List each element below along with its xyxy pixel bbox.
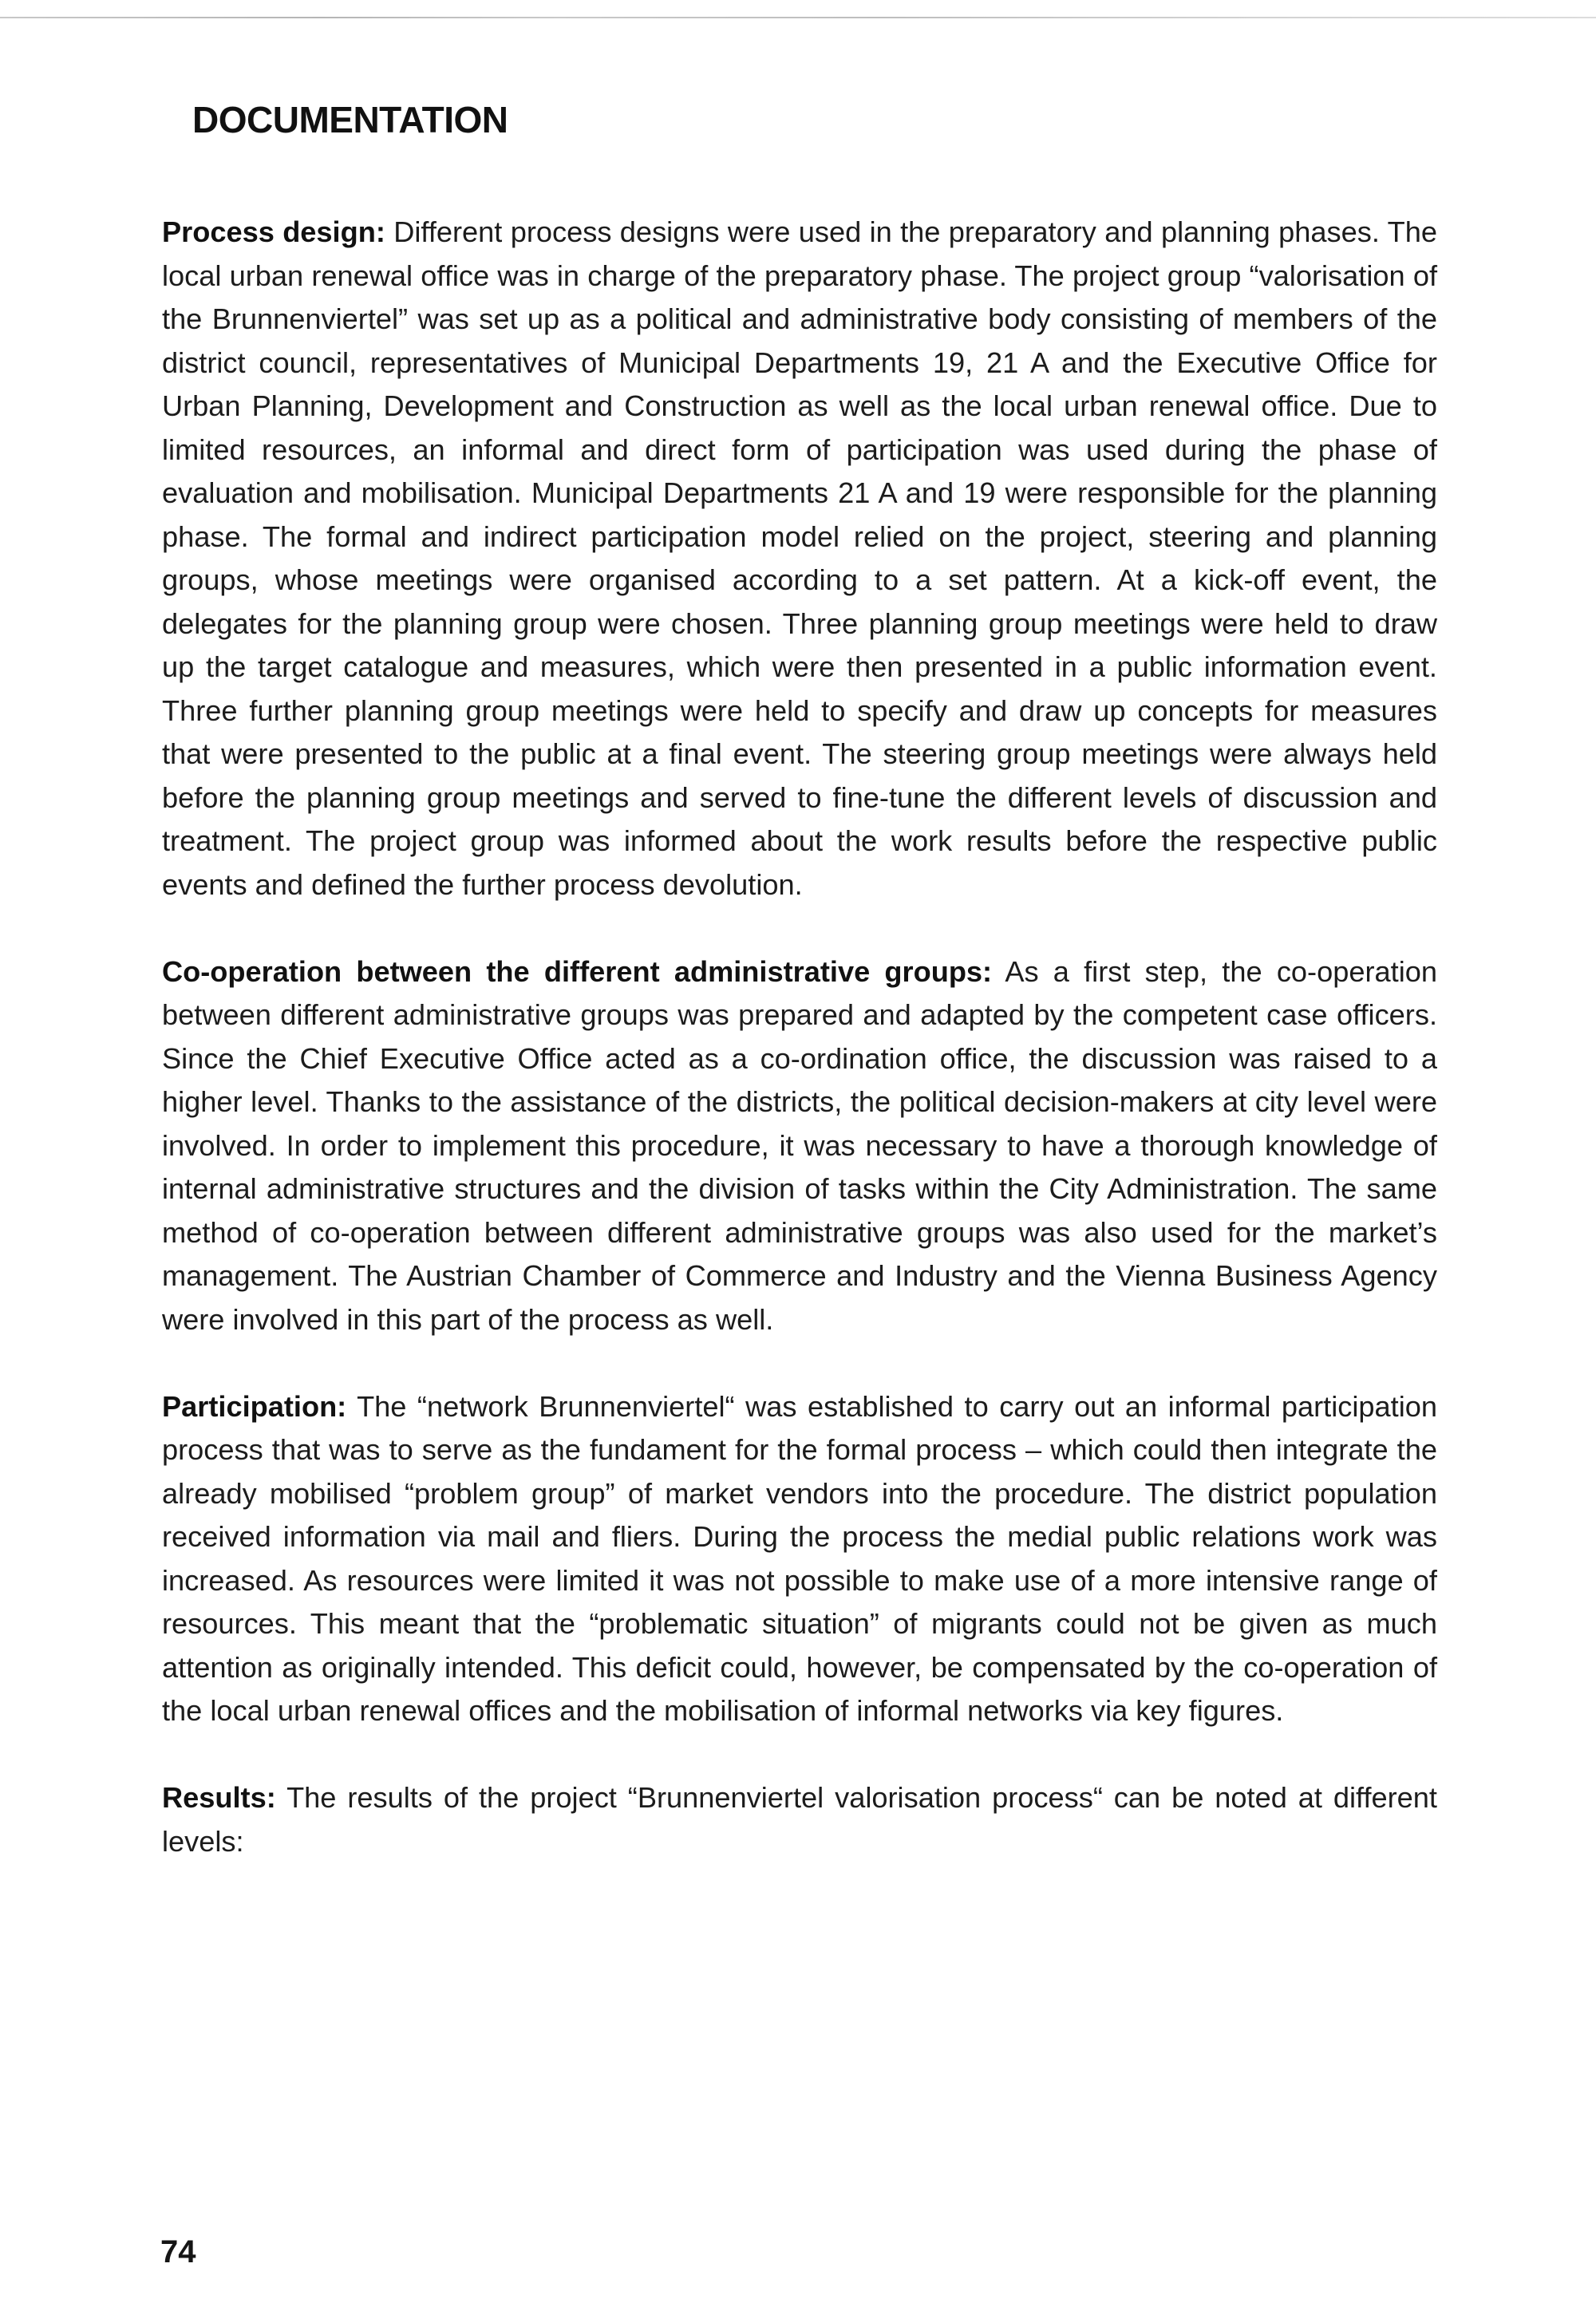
paragraph-text: The results of the project “Brunnenviertel valorisation process“ can be noted at different levels: (162, 1781, 1437, 1858)
page-number: 74 (160, 2234, 196, 2269)
paragraph-co-operation (162, 950, 1437, 1342)
paragraph-text: The “network Brunnenviertel“ was established to carry out an informal participation process that was to serve as the fundament for the formal process – which could then integrate the already mobilised “problem group” of market vendors into the procedure. The district population received information via mail and fliers. During the process the medial public relations work was increased. As resources were limited it was not possible to make use of a more intensive range of resources. This meant that the “problematic situation” of migrants could not be given as much attention as originally intended. This deficit could, however, be compensated by the co-operation of the local urban renewal offices and the mobilisation of informal networks via key figures. (162, 1389, 1437, 1727)
paragraph-lead: Process design: (162, 215, 385, 248)
page-edge-rule (0, 17, 1596, 18)
paragraph-process-design (162, 211, 1437, 907)
paragraph-lead: Results: (162, 1781, 276, 1814)
paragraph-text: As a first step, the co-operation between different administrative groups was prepared and adapted by the competent case officers. Since the Chief Executive Office acted as a co-ordination office, the discussion was raised to a higher level. Thanks to the assistance of the districts, the political decision-makers at city level were involved. In order to implement this procedure, it was necessary to have a thorough knowledge of internal administrative structures and the division of tasks within the City Administration. The same method of co-operation between different administrative groups was also used for the market’s management. The Austrian Chamber of Commerce and Industry and the Vienna Business Agency were involved in this part of the process as well. (162, 954, 1438, 1336)
paragraph-participation (162, 1385, 1437, 1733)
document-body (162, 211, 1437, 1907)
paragraph-results (162, 1776, 1437, 1863)
paragraph-lead: Participation: (162, 1389, 347, 1423)
paragraph-lead: Co-operation between the different administrative groups: (162, 954, 993, 988)
section-heading: DOCUMENTATION (192, 99, 508, 140)
paragraph-text: Different process designs were used in the preparatory and planning phases. The local urban renewal office was in charge of the preparatory phase. The project group “valorisation of the Brunnenviertel” was set up as a political and administrative body consisting of members of the district council, representatives of Municipal Departments 19, 21 A and the Executive Office for Urban Planning, Development and Construction as well as the local urban renewal office. Due to limited resources, an informal and direct form of participation was used during the phase of evaluation and mobilisation. Municipal Departments 21 A and 19 were responsible for the planning phase. The formal and indirect participation model relied on the project, steering and planning groups, whose meetings were organised according to a set pattern. At a kick-off event, the delegates for the planning group were chosen. Three planning group meetings were held to draw up the target catalogue and measures, which were then presented in a public information event. Three further planning group meetings were held to specify and draw up concepts for measures that were presented to the public at a final event. The steering group meetings were always held before the planning group meetings and served to fine-tune the different levels of discussion and treatment. The project group was informed about the work results before the respective public events and defined the further process devolution. (162, 215, 1437, 901)
